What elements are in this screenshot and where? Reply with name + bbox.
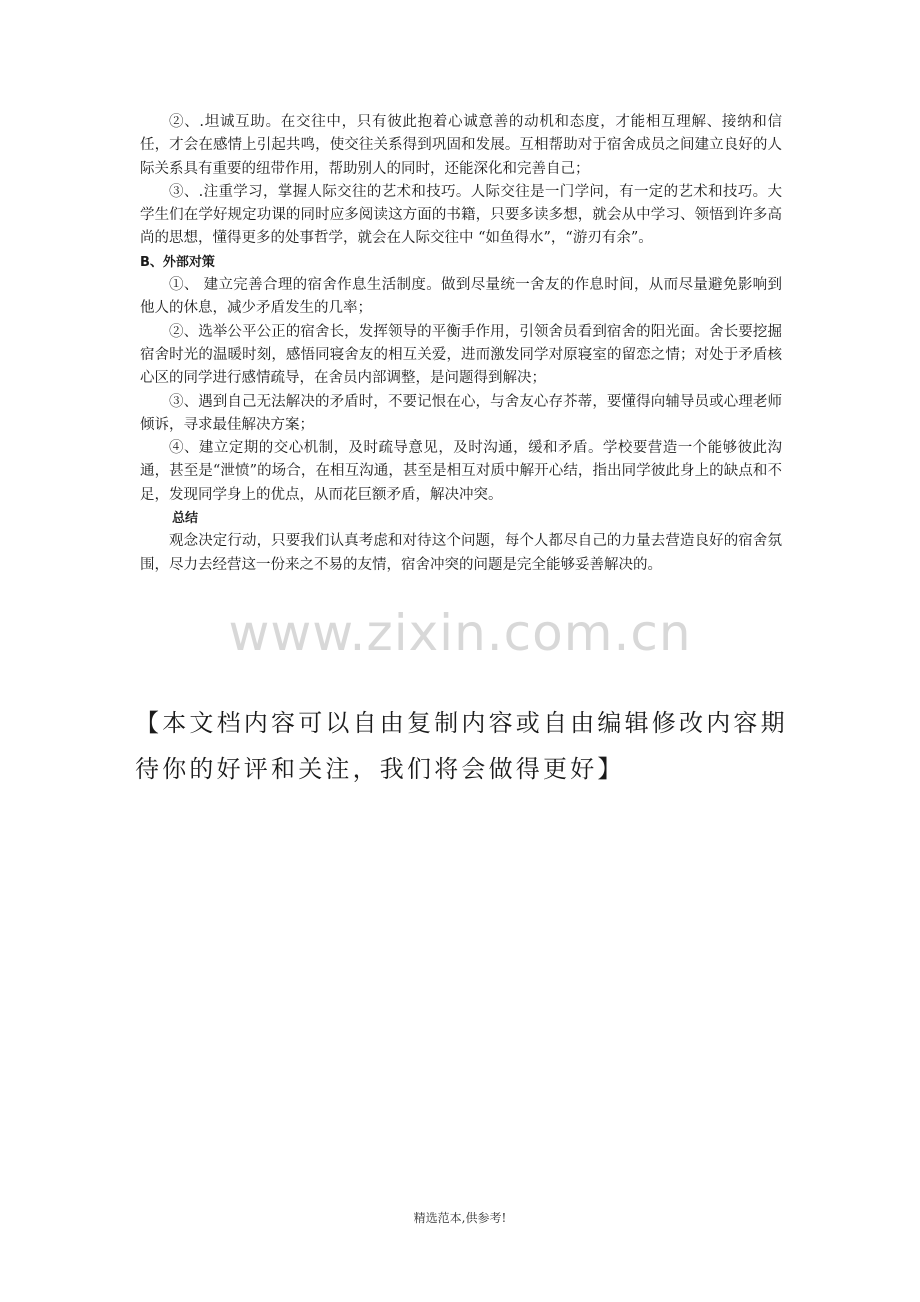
paragraph-sincere-help: ②、.坦诚互助。在交往中，只有彼此抱着心诚意善的动机和态度，才能相互理解、接纳和信任，才会在感情上引起共鸣，使交往关系得到巩固和发展。互相帮助对于宿舍成员之间建立良好的人际关系具有重要的纽带作用，帮助别人的同时，还能深化和完善自己； (140, 114, 782, 177)
document-body (140, 111, 782, 577)
edit-notice: 【本文档内容可以自由复制内容或自由编辑修改内容期待你的好评和关注，我们将会做得更好】 (135, 709, 788, 783)
paragraph-b-4: ④、建立定期的交心机制，及时疏导意见，及时沟通，缓和矛盾。学校要营造一个能够彼此沟通，甚至是“泄愤”的场合，在相互沟通，甚至是相互对质中解开心结，指出同学彼此身上的缺点和不足，发现同学身上的优点，从而花巨额矛盾，解决冲突。 (140, 440, 782, 503)
summary-paragraph: 观念决定行动，只要我们认真考虑和对待这个问题，每个人都尽自己的力量去营造良好的宿舍氛围，尽力去经营这一份来之不易的友情，宿舍冲突的问题是完全能够妥善解决的。 (140, 533, 782, 573)
watermark: www.zixin.com.cn (228, 604, 692, 662)
paragraph-b-3: ③、遇到自己无法解决的矛盾时，不要记恨在心，与舍友心存芥蒂，要懂得向辅导员或心理老师倾诉，寻求最佳解决方案； (140, 393, 782, 433)
summary-heading: 总结 (172, 511, 199, 527)
paragraph-learning: ③、.注重学习，掌握人际交往的艺术和技巧。人际交往是一门学问，有一定的艺术和技巧。大学生们在学好规定功课的同时应多阅读这方面的书籍，只要多读多想，就会从中学习、领悟到许多高尚的思想，懂得更多的处事哲学，就会在人际交往中 “如鱼得水”，“游刃有余”。 (140, 183, 782, 247)
page-footer: 精选范本,供参考! (413, 1211, 507, 1225)
section-b-heading: B、外部对策 (140, 254, 215, 270)
paragraph-b-1: ①、 建立完善合理的宿舍作息生活制度。做到尽量统一舍友的作息时间，从而尽量避免影响到他人的休息，减少矛盾发生的几率； (140, 277, 782, 317)
paragraph-b-2: ②、选举公平公正的宿舍长，发挥领导的平衡手作用，引领舍员看到宿舍的阳光面。舍长要挖掘宿舍时光的温暖时刻，感悟同寝舍友的相互关爱，进而激发同学对原寝室的留恋之情；对处于矛盾核心区的同学进行感情疏导，在舍员内部调整，是问题得到解决； (140, 323, 782, 387)
